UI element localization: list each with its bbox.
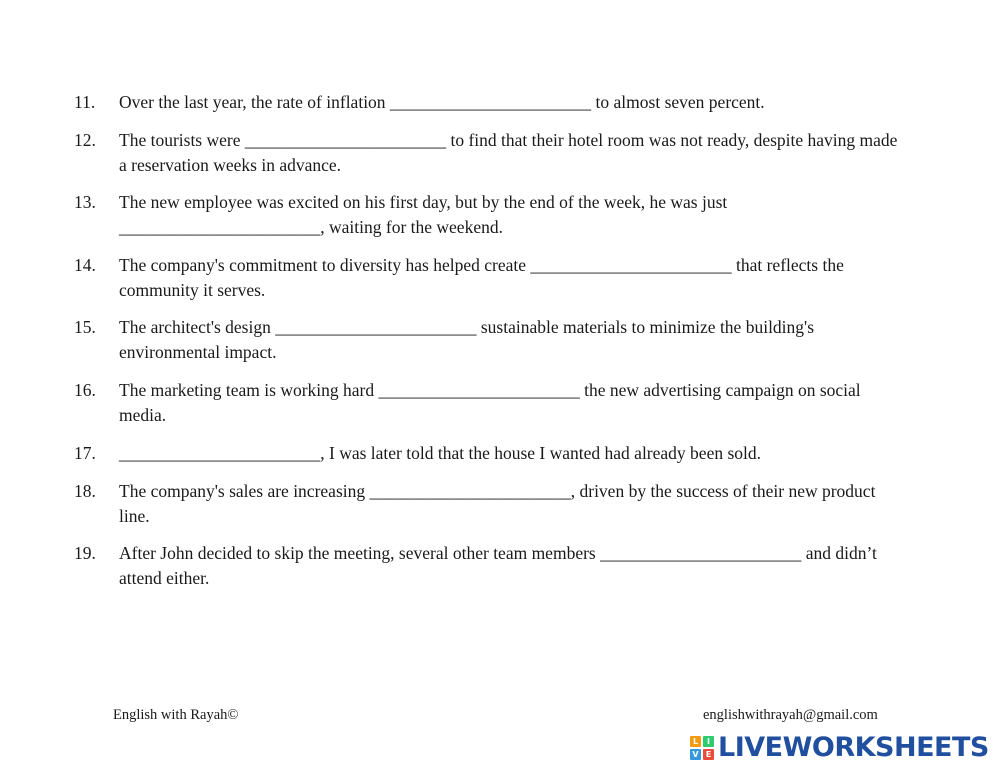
question-line: The architect's design _______________________ sustainable materials to minimize the building's xyxy=(119,317,815,337)
footer-email[interactable]: englishwithrayah@gmail.com xyxy=(703,707,878,723)
question-line: environmental impact. xyxy=(119,342,277,362)
question-line: After John decided to skip the meeting, several other team members _______________________ and didn’t xyxy=(119,543,877,563)
question-line: line. xyxy=(119,506,150,526)
question-text xyxy=(119,378,969,428)
question-text xyxy=(119,541,969,591)
question-line: The company's sales are increasing _______________________, driven by the success of their new product xyxy=(119,481,876,501)
question-number: 17. xyxy=(74,443,96,463)
question-text xyxy=(119,479,969,529)
question-text xyxy=(119,190,969,240)
question-number: 16. xyxy=(74,380,96,400)
question-text xyxy=(119,90,969,115)
logo-tile-v: V xyxy=(690,749,701,760)
question-line: The company's commitment to diversity has helped create _______________________ that reflects the xyxy=(119,255,844,275)
question-line: media. xyxy=(119,405,167,425)
question-line: _______________________, waiting for the weekend. xyxy=(119,217,503,237)
question-line: Over the last year, the rate of inflation _______________________ to almost seven percent. xyxy=(119,92,765,112)
footer-author: English with Rayah© xyxy=(113,707,239,723)
liveworksheets-wordmark: LIVEWORKSHEETS xyxy=(718,732,989,763)
question-number: 14. xyxy=(74,255,96,275)
liveworksheets-logo[interactable] xyxy=(690,733,989,763)
logo-tile-l: L xyxy=(690,736,701,747)
question-line: attend either. xyxy=(119,568,210,588)
question-text xyxy=(119,253,969,303)
question-line: community it serves. xyxy=(119,280,266,300)
question-text xyxy=(119,441,969,466)
question-number: 15. xyxy=(74,317,96,337)
question-number: 18. xyxy=(74,481,96,501)
question-number: 11. xyxy=(74,92,96,112)
question-line: The tourists were _______________________ to find that their hotel room was not ready, despite having made xyxy=(119,130,898,150)
question-line: _______________________, I was later told that the house I wanted had already been sold. xyxy=(119,443,762,463)
question-number: 12. xyxy=(74,130,96,150)
liveworksheets-icon xyxy=(690,736,714,760)
question-text xyxy=(119,315,969,365)
logo-tile-e: E xyxy=(703,749,714,760)
question-line: a reservation weeks in advance. xyxy=(119,155,342,175)
question-number: 19. xyxy=(74,543,96,563)
logo-tile-i: I xyxy=(703,736,714,747)
question-text xyxy=(119,128,969,178)
question-line: The new employee was excited on his first day, but by the end of the week, he was just xyxy=(119,192,728,212)
question-number: 13. xyxy=(74,192,96,212)
question-line: The marketing team is working hard _______________________ the new advertising campaign on social xyxy=(119,380,861,400)
